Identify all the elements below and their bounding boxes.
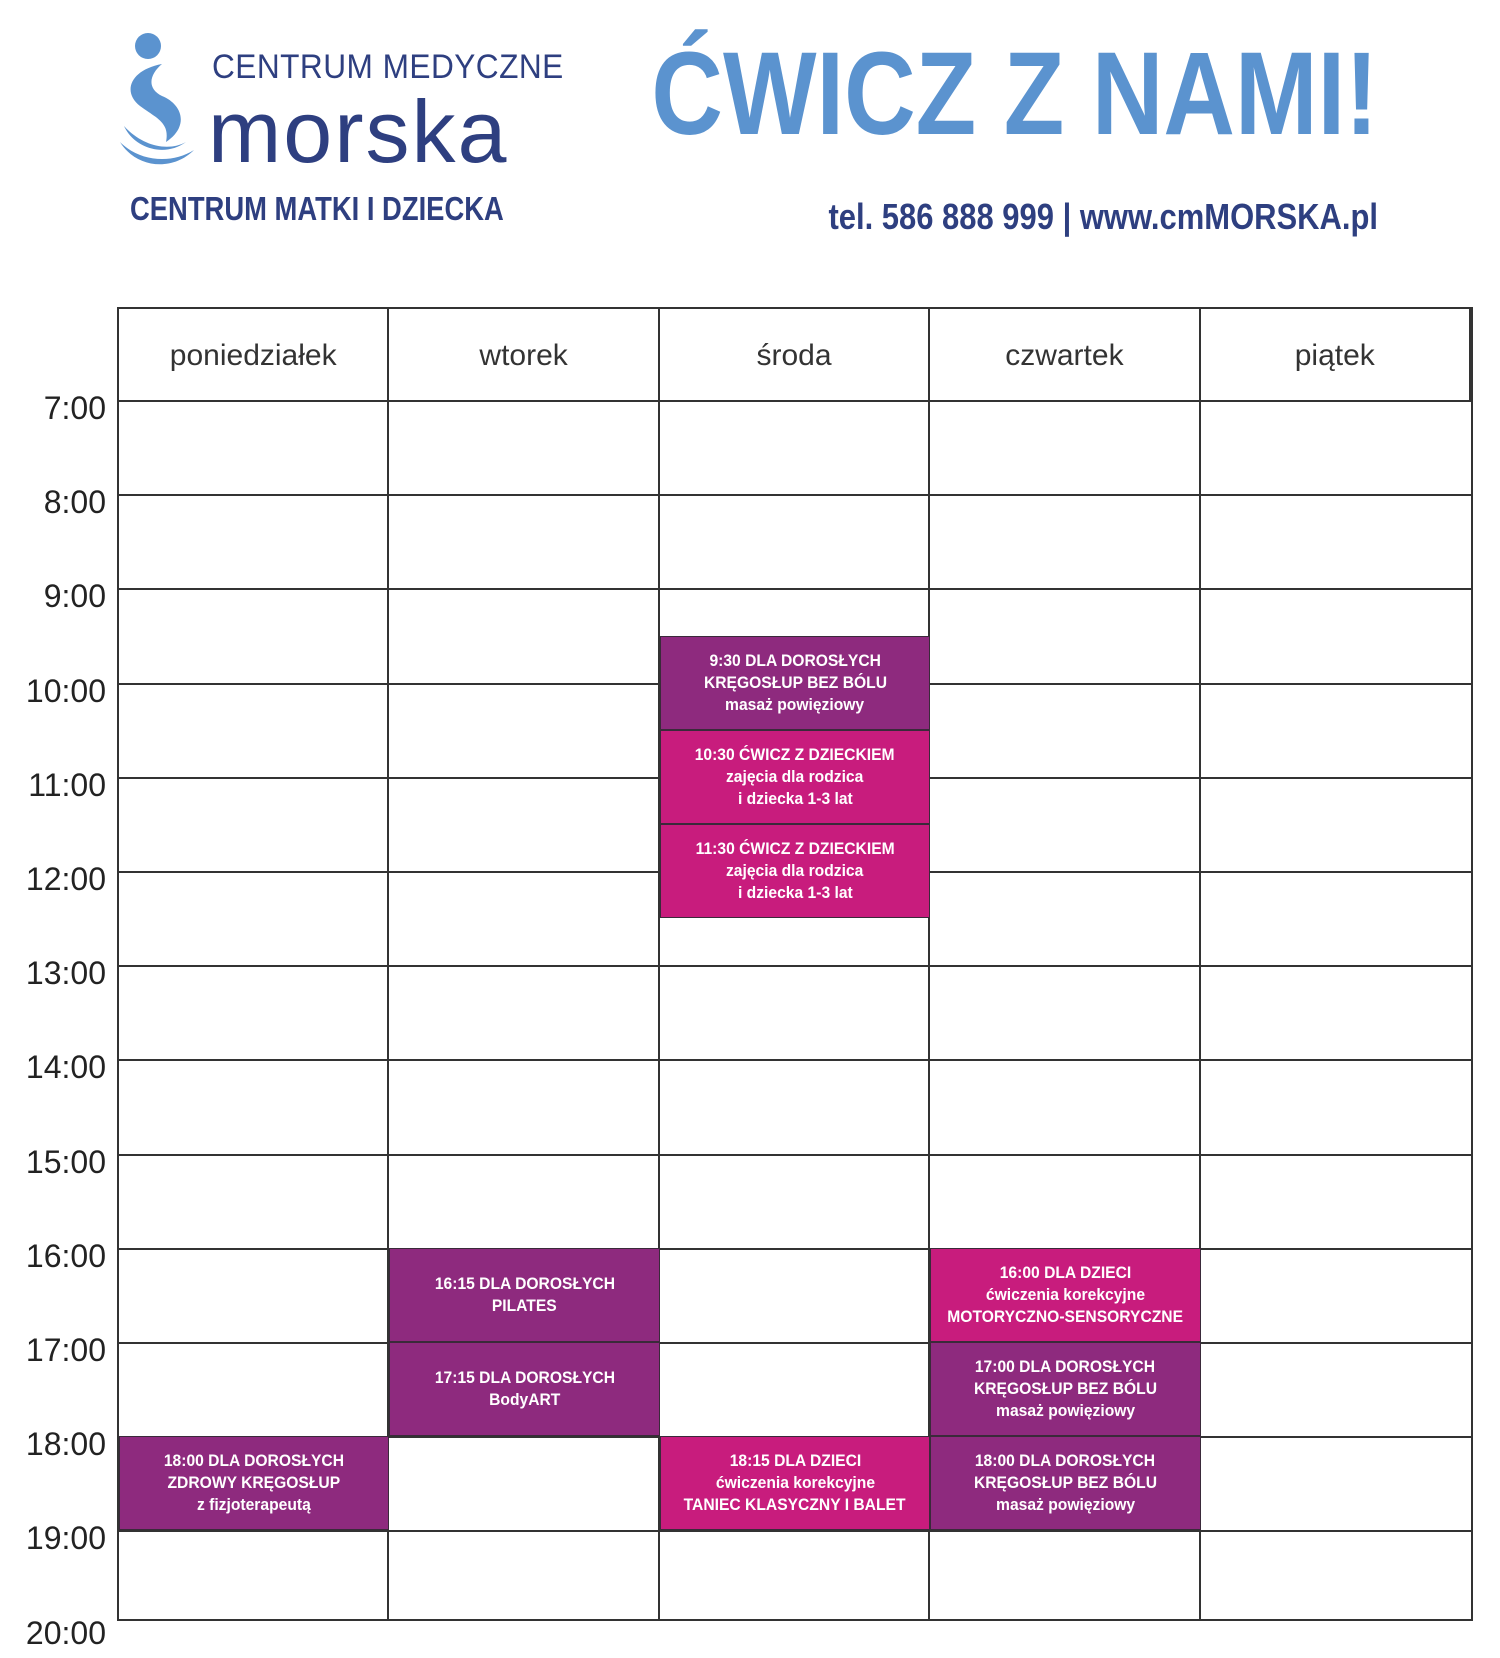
grid-row-line — [119, 494, 1471, 496]
event-text-line: ćwiczenia korekcyjne — [985, 1284, 1145, 1304]
hour-label: 18:00 — [25, 1426, 106, 1463]
event-text-line: KRĘGOSŁUP BEZ BÓLU — [703, 672, 887, 692]
grid-row-line — [119, 400, 1471, 402]
logo-name: morska — [208, 82, 509, 181]
day-header: poniedziałek — [119, 309, 389, 402]
grid-row-line — [119, 965, 1471, 967]
event-text-line: 18:15 DLA DZIECI — [729, 1451, 861, 1471]
contact-separator: | — [1062, 196, 1072, 237]
hour-label: 17:00 — [25, 1332, 106, 1368]
event-text-line: 18:00 DLA DOROSŁYCH — [975, 1451, 1156, 1471]
grid-row-line — [119, 1342, 1471, 1344]
schedule-event[interactable] — [660, 730, 930, 824]
schedule-event[interactable] — [389, 1342, 659, 1436]
contact-line — [828, 196, 1378, 238]
event-text-line: 16:00 DLA DZIECI — [999, 1262, 1132, 1282]
event-text-line: ZDROWY KRĘGOSŁUP — [167, 1473, 341, 1493]
event-text-line: TANIEC KLASYCZNY I BALET — [684, 1495, 906, 1515]
grid-row-line — [119, 1154, 1471, 1156]
day-header: wtorek — [389, 309, 659, 402]
event-text-line: PILATES — [492, 1295, 558, 1315]
day-header: piątek — [1201, 309, 1471, 402]
logo-subtitle: CENTRUM MATKI I DZIECKA — [130, 190, 504, 227]
event-text-line: i dziecka 1-3 lat — [737, 788, 853, 808]
event-text-line: MOTORYCZNO-SENSORYCZNE — [947, 1306, 1184, 1326]
event-text-line: 9:30 DLA DOROSŁYCH — [709, 650, 881, 670]
schedule-event[interactable] — [660, 824, 930, 918]
event-text-line: i dziecka 1-3 lat — [737, 882, 853, 902]
phone-number: tel. 586 888 999 — [828, 196, 1054, 237]
event-text-line: masaż powięziowy — [995, 1495, 1135, 1515]
event-text-line: ćwiczenia korekcyjne — [715, 1473, 875, 1493]
grid-row-line — [119, 1530, 1471, 1532]
grid-row-line — [119, 1059, 1471, 1061]
schedule-event[interactable] — [389, 1248, 659, 1342]
schedule-event[interactable] — [930, 1342, 1200, 1436]
event-text-line: 16:15 DLA DOROSŁYCH — [434, 1273, 615, 1293]
event-text-line: KRĘGOSŁUP BEZ BÓLU — [973, 1379, 1157, 1399]
hour-label: 13:00 — [25, 955, 106, 992]
schedule-event[interactable] — [660, 1436, 930, 1530]
website-link[interactable]: www.cmMORSKA.pl — [1079, 196, 1378, 237]
schedule-grid — [117, 307, 1473, 1621]
hour-label: 15:00 — [25, 1143, 106, 1180]
event-text-line: zajęcia dla rodzica — [726, 860, 864, 880]
hour-label: 7:00 — [43, 390, 106, 426]
page-headline: ĆWICZ Z NAMI! — [651, 28, 1378, 160]
logo-top-text: CENTRUM MEDYCZNE — [212, 48, 564, 86]
day-header: czwartek — [930, 309, 1200, 402]
hour-label: 14:00 — [25, 1049, 106, 1086]
schedule-event[interactable] — [930, 1436, 1200, 1530]
grid-row-line — [119, 1248, 1471, 1250]
hour-label: 11:00 — [28, 766, 106, 803]
logo-figure-icon — [120, 30, 200, 170]
hour-label: 9:00 — [43, 578, 106, 615]
logo — [120, 30, 564, 230]
grid-row-line — [119, 588, 1471, 590]
hour-label: 16:00 — [25, 1237, 106, 1274]
event-text-line: z fizjoterapeutą — [197, 1495, 312, 1515]
event-text-line: BodyART — [488, 1390, 561, 1410]
event-text-line: KRĘGOSŁUP BEZ BÓLU — [973, 1473, 1157, 1493]
event-text-line: masaż powięziowy — [995, 1401, 1135, 1421]
schedule-event[interactable] — [930, 1248, 1200, 1342]
event-text-line: 17:15 DLA DOROSŁYCH — [434, 1368, 615, 1388]
event-text-line: 18:00 DLA DOROSŁYCH — [164, 1451, 345, 1471]
schedule-event[interactable] — [660, 636, 930, 730]
hour-label: 10:00 — [25, 672, 106, 709]
event-text-line: zajęcia dla rodzica — [726, 766, 864, 786]
hour-label: 8:00 — [43, 484, 106, 521]
hour-label: 12:00 — [25, 861, 106, 897]
day-header: środa — [660, 309, 930, 402]
hour-label: 19:00 — [25, 1520, 106, 1557]
event-text-line: 10:30 ĆWICZ Z DZIECKIEM — [695, 744, 895, 764]
schedule-event[interactable] — [119, 1436, 389, 1530]
hour-label: 20:00 — [25, 1614, 106, 1651]
event-text-line: 11:30 ĆWICZ Z DZIECKIEM — [695, 838, 895, 858]
event-text-line: masaż powięziowy — [725, 694, 865, 714]
event-text-line: 17:00 DLA DOROSŁYCH — [975, 1357, 1156, 1377]
